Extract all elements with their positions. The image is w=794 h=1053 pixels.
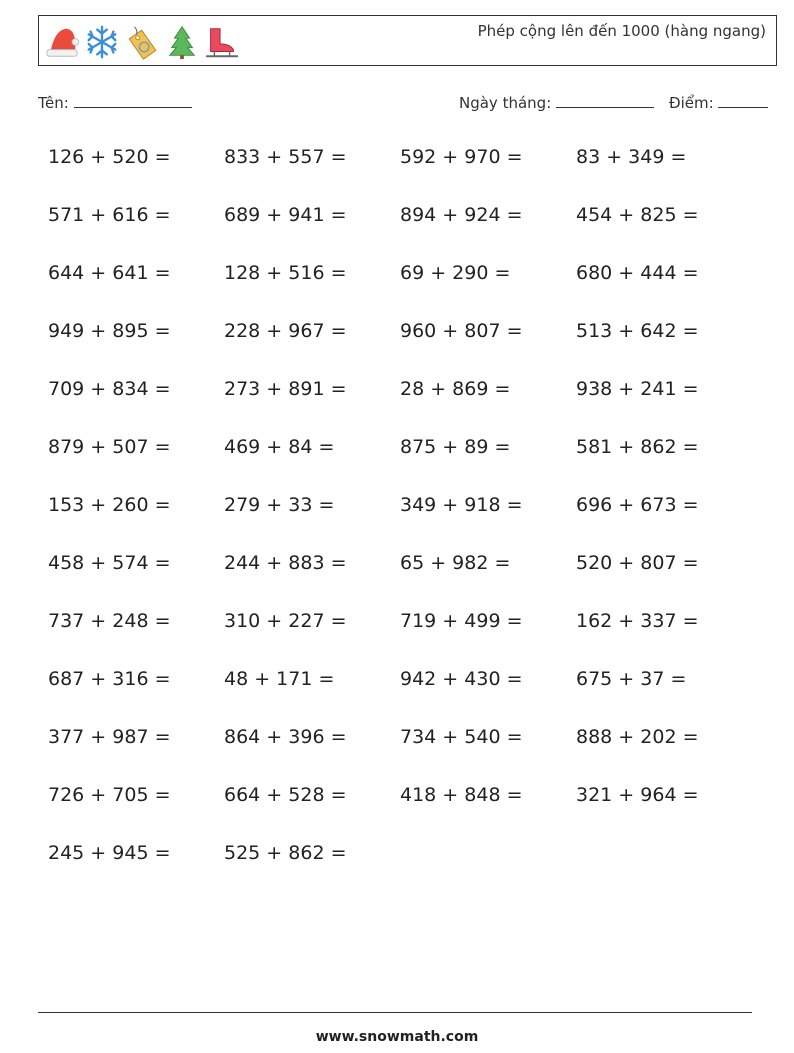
problem-item: 48 + 171 = [224, 668, 335, 690]
footer-divider [38, 1012, 752, 1013]
problem-item: 864 + 396 = [224, 726, 347, 748]
problem-item: 279 + 33 = [224, 494, 335, 516]
score-field [669, 94, 768, 112]
problem-item: 833 + 557 = [224, 146, 347, 168]
problem-item: 418 + 848 = [400, 784, 523, 806]
problem-item: 571 + 616 = [48, 204, 171, 226]
problem-item: 321 + 964 = [576, 784, 699, 806]
problem-item: 888 + 202 = [576, 726, 699, 748]
problem-item: 454 + 825 = [576, 204, 699, 226]
icon-row [43, 22, 241, 62]
problem-item: 689 + 941 = [224, 204, 347, 226]
problem-item: 525 + 862 = [224, 842, 347, 864]
problem-item: 875 + 89 = [400, 436, 511, 458]
problem-item: 726 + 705 = [48, 784, 171, 806]
problem-item: 664 + 528 = [224, 784, 347, 806]
problem-item: 737 + 248 = [48, 610, 171, 632]
problem-item: 592 + 970 = [400, 146, 523, 168]
problem-item: 244 + 883 = [224, 552, 347, 574]
problem-item: 520 + 807 = [576, 552, 699, 574]
christmas-tree-icon [163, 22, 201, 62]
problem-item: 644 + 641 = [48, 262, 171, 284]
ice-skate-icon [203, 22, 241, 62]
problem-item: 675 + 37 = [576, 668, 687, 690]
problem-item: 894 + 924 = [400, 204, 523, 226]
date-field [459, 94, 654, 112]
problem-item: 581 + 862 = [576, 436, 699, 458]
problem-item: 949 + 895 = [48, 320, 171, 342]
name-blank[interactable] [74, 95, 192, 108]
problem-item: 734 + 540 = [400, 726, 523, 748]
problem-item: 69 + 290 = [400, 262, 511, 284]
problem-item: 458 + 574 = [48, 552, 171, 574]
name-label: Tên: [38, 94, 69, 112]
score-label: Điểm: [669, 94, 714, 112]
problem-item: 126 + 520 = [48, 146, 171, 168]
problem-item: 273 + 891 = [224, 378, 347, 400]
problem-item: 942 + 430 = [400, 668, 523, 690]
date-label: Ngày tháng: [459, 94, 552, 112]
problem-item: 65 + 982 = [400, 552, 511, 574]
problem-item: 696 + 673 = [576, 494, 699, 516]
problem-item: 680 + 444 = [576, 262, 699, 284]
problem-item: 128 + 516 = [224, 262, 347, 284]
gift-tag-icon [123, 22, 161, 62]
problem-item: 879 + 507 = [48, 436, 171, 458]
problem-item: 83 + 349 = [576, 146, 687, 168]
problem-item: 960 + 807 = [400, 320, 523, 342]
footer-website: www.snowmath.com [315, 1029, 479, 1045]
problem-item: 153 + 260 = [48, 494, 171, 516]
snowflake-icon [83, 22, 121, 62]
santa-hat-icon [43, 22, 81, 62]
header-box [38, 15, 777, 66]
name-field [38, 94, 192, 112]
problem-item: 28 + 869 = [400, 378, 511, 400]
problem-item: 349 + 918 = [400, 494, 523, 516]
problem-item: 513 + 642 = [576, 320, 699, 342]
worksheet-title: Phép cộng lên đến 1000 (hàng ngang) [477, 22, 766, 40]
problem-item: 687 + 316 = [48, 668, 171, 690]
problem-item: 938 + 241 = [576, 378, 699, 400]
problem-item: 719 + 499 = [400, 610, 523, 632]
score-blank[interactable] [718, 95, 768, 108]
problem-item: 469 + 84 = [224, 436, 335, 458]
problem-item: 228 + 967 = [224, 320, 347, 342]
problem-item: 377 + 987 = [48, 726, 171, 748]
date-blank[interactable] [556, 95, 654, 108]
problem-item: 245 + 945 = [48, 842, 171, 864]
problem-item: 709 + 834 = [48, 378, 171, 400]
problem-item: 310 + 227 = [224, 610, 347, 632]
problem-item: 162 + 337 = [576, 610, 699, 632]
